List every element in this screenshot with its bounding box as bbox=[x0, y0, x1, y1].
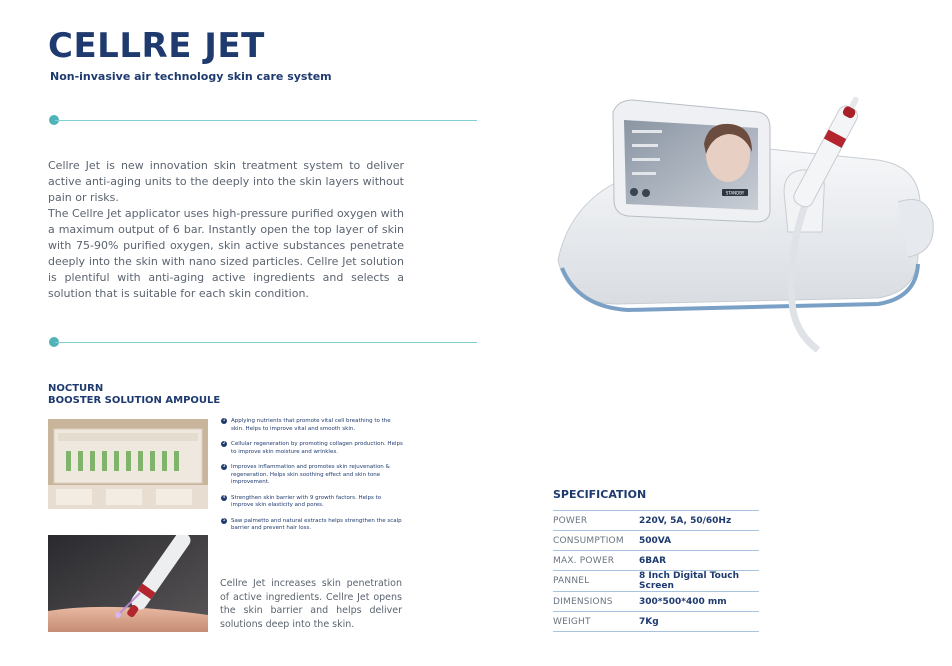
spec-value: 500VA bbox=[639, 531, 759, 551]
spec-title: SPECIFICATION bbox=[553, 488, 647, 501]
page-title: CELLRE JET bbox=[48, 26, 265, 66]
bullet-text: Applying nutrients that promote vital cell breathing to the skin. Helps to improve vital and smooth skin. bbox=[231, 418, 391, 432]
bullet-text: Cellular regeneration by promoting collagen production. Helps to improve skin moisture and wrinkles. bbox=[231, 441, 403, 455]
spec-value: 8 Inch Digital Touch Screen bbox=[639, 571, 759, 592]
spec-table bbox=[553, 510, 759, 632]
divider-line bbox=[55, 120, 477, 121]
spec-key: CONSUMPTIOM bbox=[553, 531, 639, 551]
bullet-text: Strengthen skin barrier with 9 growth factors. Helps to improve skin elasticity and pores. bbox=[231, 494, 382, 508]
spec-value: 300*500*400 mm bbox=[639, 592, 759, 612]
spec-value: 6BAR bbox=[639, 551, 759, 571]
bullet-number: 1 bbox=[222, 418, 226, 423]
penetration-text: Cellre Jet increases skin penetration of active ingredients. Cellre Jet opens the skin barrier and helps deliver solutions deep into the skin. bbox=[220, 578, 402, 630]
treatment-photo bbox=[48, 535, 208, 632]
page-subtitle: Non-invasive air technology skin care system bbox=[50, 70, 332, 83]
spec-key: MAX. POWER bbox=[553, 551, 639, 571]
spec-value: 7Kg bbox=[639, 612, 759, 632]
bullet-text: Improves inflammation and promotes skin rejuvenation & regeneration. Helps skin soothing effect and skin tone improvement. bbox=[231, 464, 390, 485]
list-item bbox=[221, 464, 403, 487]
bullet-number: 5 bbox=[222, 517, 226, 523]
table-row bbox=[553, 551, 759, 571]
spec-table-wrapper bbox=[553, 510, 759, 632]
divider-line bbox=[55, 342, 477, 343]
standby-label: STANDBY bbox=[725, 190, 745, 196]
bullet-number: 2 bbox=[222, 441, 226, 446]
list-item bbox=[221, 495, 403, 510]
ampoule-benefits-list bbox=[221, 418, 403, 541]
intro-paragraph-2: The Cellre Jet applicator uses high-pressure purified oxygen with a maximum output of 6 bar. Instantly open the top layer of skin with 75-90% purified oxygen, skin active substances penetrate deeply into the skin with nano sized particles. Cellre Jet solution is plentiful with anti-aging active ingredients and selects a solution that is suitable for each skin condition. bbox=[48, 207, 404, 300]
table-row bbox=[553, 531, 759, 551]
list-item bbox=[221, 418, 403, 433]
spec-key: PANNEL bbox=[553, 571, 639, 592]
bullet-number: 4 bbox=[222, 494, 226, 500]
ampoule-heading-line2: BOOSTER SOLUTION AMPOULE bbox=[48, 395, 221, 406]
device-image bbox=[548, 92, 952, 358]
table-row bbox=[553, 592, 759, 612]
intro-paragraph-1: Cellre Jet is new innovation skin treatment system to deliver active anti-aging units to the deeply into the skin layers without pain or risks. bbox=[48, 159, 404, 204]
bullet-text: Saw palmetto and natural extracts helps strengthen the scalp barrier and prevent hair loss. bbox=[231, 517, 402, 531]
ampoule-heading bbox=[48, 383, 220, 407]
list-item bbox=[221, 441, 403, 456]
ampoule-heading-line1: NOCTURN bbox=[48, 383, 104, 394]
table-row bbox=[553, 511, 759, 531]
spec-value: 220V, 5A, 50/60Hz bbox=[639, 511, 759, 531]
table-row bbox=[553, 612, 759, 632]
spec-key: WEIGHT bbox=[553, 612, 639, 632]
ampoule-box-image bbox=[48, 419, 208, 509]
table-row bbox=[553, 571, 759, 592]
spec-key: POWER bbox=[553, 511, 639, 531]
list-item bbox=[221, 518, 403, 533]
spec-key: DIMENSIONS bbox=[553, 592, 639, 612]
bullet-number: 3 bbox=[222, 464, 226, 469]
